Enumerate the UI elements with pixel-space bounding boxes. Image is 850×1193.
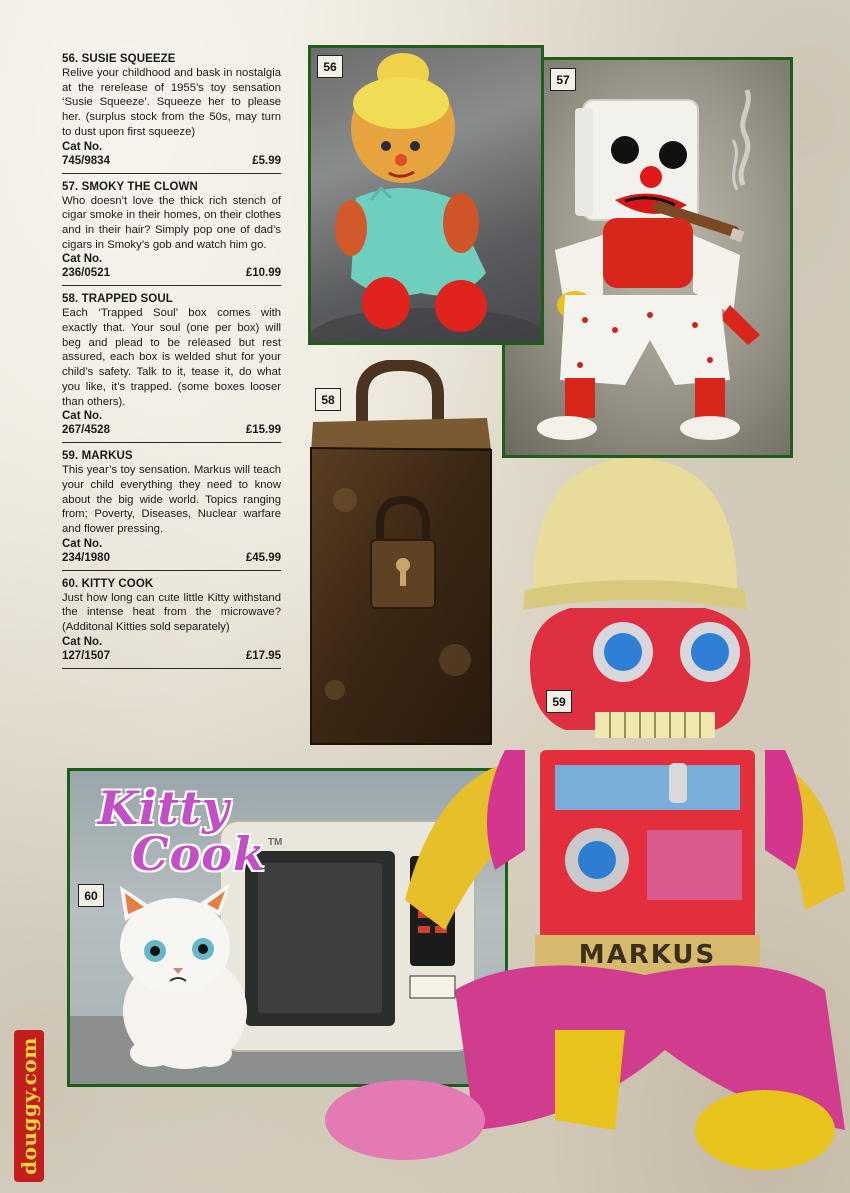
catalog-item-59 — [62, 449, 281, 571]
item-description: Relive your childhood and bask in nostalgia at the rerelease of 1955’s toy sensation ‘Susie Squeeze’. Squeeze her to please her. (surplus stock from the 50s, may turn to dust upon first squeeze) — [62, 67, 281, 138]
doll-icon — [311, 48, 544, 345]
photo-tag-60: 60 — [78, 884, 104, 907]
price: £5.99 — [252, 154, 281, 167]
photo-tag-56: 56 — [317, 55, 343, 78]
catalog-item-56 — [62, 52, 281, 174]
clown-toy-icon — [505, 60, 793, 458]
photo-56-susie-squeeze — [308, 45, 544, 345]
price: £15.99 — [245, 424, 281, 437]
photo-57-smoky-the-clown — [502, 57, 793, 458]
cat-label: Cat No. — [62, 537, 103, 550]
photo-tag-58: 58 — [315, 388, 341, 411]
catalog-item-57 — [62, 180, 281, 287]
item-description: Each ‘Trapped Soul’ box comes with exactly that. Your soul (one per box) will beg and plead to be released but rest assured, each box is welded shut for your child’s safety. Talk to it, tease it, do what you like, it’s trapped. (some boxes looser than others). — [62, 307, 281, 408]
item-description: Just how long can cute little Kitty withstand the intense heat from the microwave? (Additonal Kitties sold separately) — [62, 591, 281, 634]
cat-number: 234/1980 — [62, 551, 110, 564]
cat-label: Cat No. — [62, 410, 103, 423]
cat-row — [62, 154, 281, 168]
robot-chest-label: MARKUS — [578, 940, 717, 970]
cat-row — [62, 266, 281, 280]
price: £17.95 — [245, 649, 281, 662]
item-title: 56. SUSIE SQUEEZE — [62, 53, 176, 65]
photo-tag-59: 59 — [546, 690, 572, 713]
logo-trademark: TM — [267, 837, 283, 848]
cat-label: Cat No. — [62, 635, 103, 648]
photo-tag-57: 57 — [550, 68, 576, 91]
item-title: 59. MARKUS — [62, 450, 133, 463]
item-title: 58. TRAPPED SOUL — [62, 293, 173, 306]
logo-line-1: Kitty — [98, 781, 230, 835]
item-description: This year’s toy sensation. Markus will teach your child everything they need to know about the big wide world. Topics ranging from; Poverty, Diseases, Nuclear warfare and flower pressing. — [62, 464, 281, 536]
price: £45.99 — [245, 551, 281, 564]
cat-label: Cat No. — [62, 140, 103, 153]
item-title: 60. KITTY COOK — [62, 577, 154, 590]
kitty-cook-logo — [98, 781, 283, 881]
cat-label: Cat No. — [62, 253, 103, 266]
catalog-column — [62, 52, 281, 675]
cat-number: 267/4528 — [62, 424, 110, 437]
item-description: Who doesn’t love the thick rich stench of cigar smoke in their homes, on their clothes and in their hair? Simply pop one of dad’s cigars in Smoky’s gob and watch him go. — [62, 194, 281, 251]
logo-line-2: Cook — [132, 827, 266, 881]
logo-line-2-row — [98, 827, 283, 881]
douggy-watermark — [14, 1030, 44, 1182]
robot-toy-icon — [325, 430, 850, 1193]
photo-59-markus — [325, 430, 850, 1193]
cat-row — [62, 551, 281, 565]
cat-number: 236/0521 — [62, 267, 110, 280]
catalog-item-58 — [62, 292, 281, 443]
item-title: 57. SMOKY THE CLOWN — [62, 180, 198, 193]
catalog-item-60 — [62, 577, 281, 669]
cat-row — [62, 423, 281, 437]
cat-row — [62, 649, 281, 663]
cat-number: 127/1507 — [62, 649, 110, 662]
price: £10.99 — [245, 267, 281, 280]
watermark-text: douggy.com — [17, 1037, 41, 1175]
cat-number: 745/9834 — [62, 154, 110, 167]
